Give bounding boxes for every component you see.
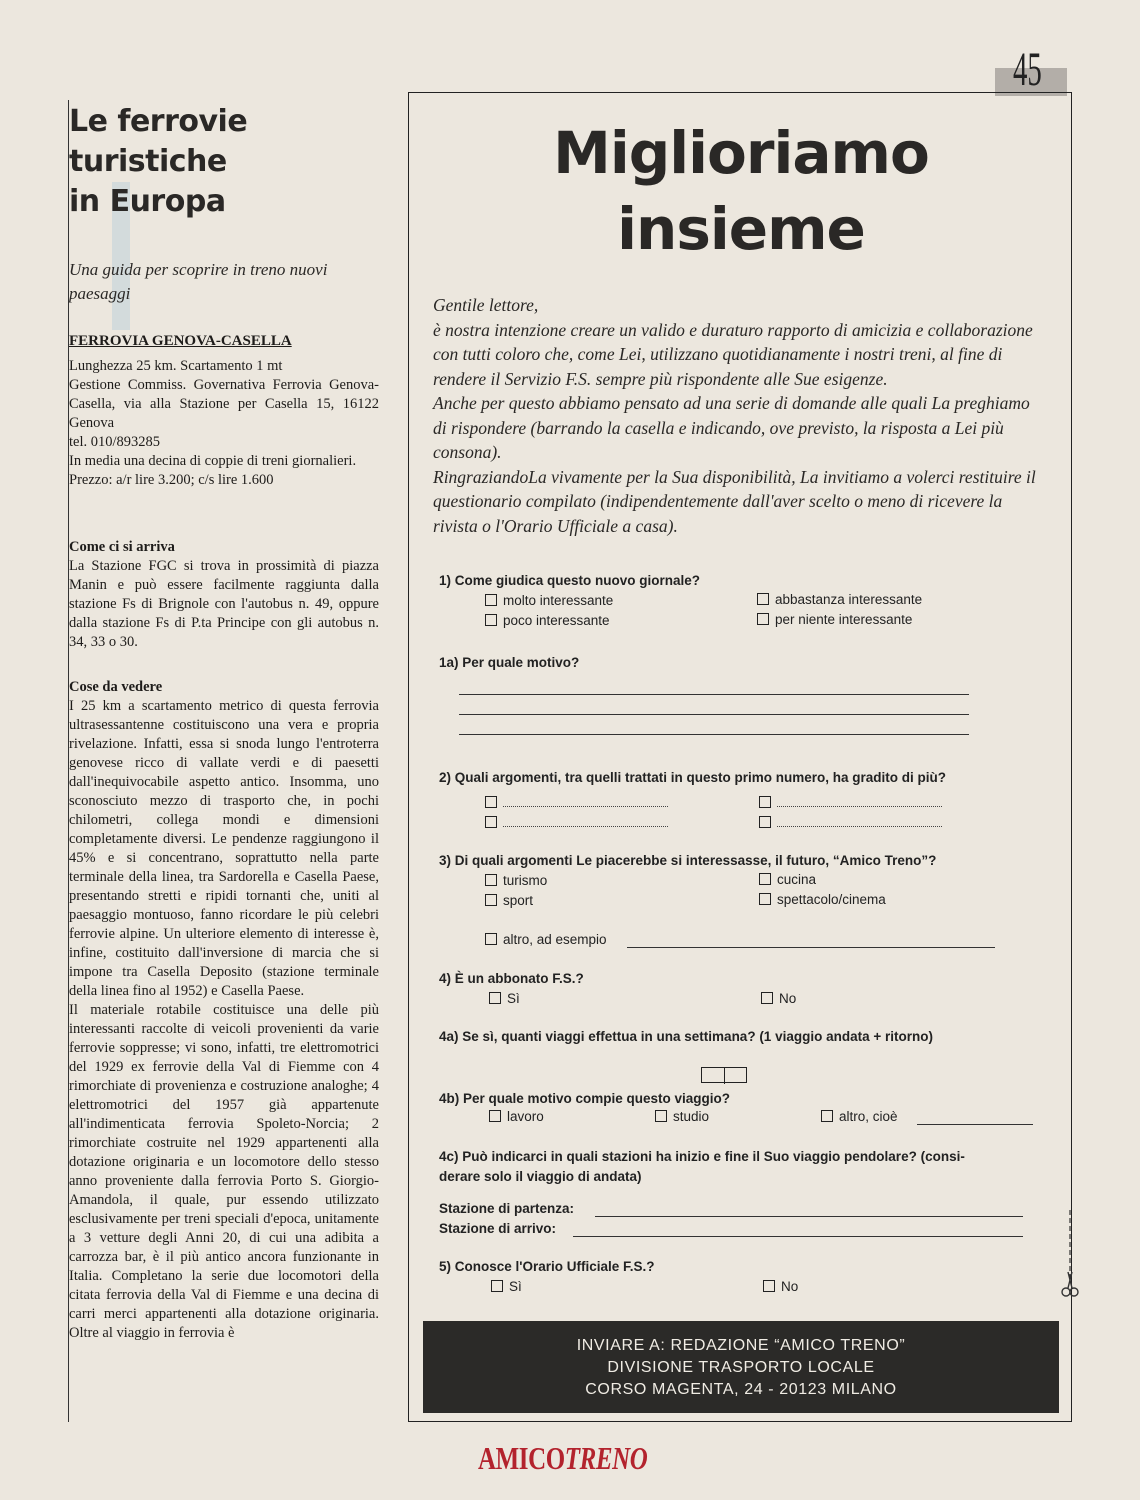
intro-letter — [433, 293, 1045, 538]
address-line: CORSO MAGENTA, 24 - 20123 MILANO — [585, 1381, 897, 1398]
checkbox[interactable] — [489, 1110, 501, 1122]
info-line: Prezzo: a/r lire 3.200; c/s lire 1.600 — [69, 472, 274, 488]
option-si[interactable]: Sì — [489, 991, 520, 1006]
article-subtitle: Una guida per scoprire in treno nuovi paesaggi — [69, 260, 328, 303]
option-altro-cioe[interactable]: altro, cioè — [821, 1109, 898, 1124]
see-text: Il materiale rotabile costituisce una delle più interessanti raccolte di veicoli provenienti da varie ferrovie soppresse; vi sono, infatti, tre elettromotrici del 1929 ex ferrovie della Val di Fiemme con 4 rimorchiate di provenienza e costruzione analoghe; 4 elettromotrici del 1957 già appartenute all'indimenticata ferrovia Spoleto-Norcia; 2 rimorchiate costruite nel 1929 appartenenti alla dotazione originaria e un locomotore dello stesso anno proveniente dalla ferrovia Porto S. Giorgio-Amandola, il quale, pur essendo utilizzato esclusivamente per treni speciali d'epoca, unitamente a 3 vetture degli Anni 20, di cui una adibita a carrozza bar, è il più antico ancora funzionante in Italia. Completano la serie due locomotori della citata ferrovia della Val di Fiemme e una decina di carri merci appartenenti alla dotazione originaria. Oltre al viaggio in ferrovia è — [69, 1002, 379, 1341]
answer-line[interactable] — [459, 734, 969, 735]
question-4a: 4a) Se sì, quanti viaggi effettua in una settimana? (1 viaggio andata + ritorno) — [439, 1029, 933, 1044]
question-1a: 1a) Per quale motivo? — [439, 655, 580, 670]
checkbox[interactable] — [485, 796, 497, 808]
option-poco-interessante[interactable]: poco interessante — [485, 613, 610, 628]
altro-input-line[interactable] — [627, 947, 995, 948]
scissors-icon — [1060, 1210, 1080, 1310]
dotted-answer[interactable] — [485, 795, 668, 810]
option-si[interactable]: Sì — [491, 1279, 522, 1294]
how-heading: Come ci si arriva — [69, 539, 175, 555]
article-column — [68, 100, 389, 1422]
section-title: FERROVIA GENOVA-CASELLA — [69, 333, 292, 349]
headline-line-1: Miglioriamo — [553, 119, 929, 187]
checkbox[interactable] — [485, 874, 497, 886]
checkbox[interactable] — [759, 873, 771, 885]
departure-input-line[interactable] — [595, 1216, 1023, 1217]
option-turismo[interactable]: turismo — [485, 873, 547, 888]
info-line: In media una decina di coppie di treni giornalieri. — [69, 453, 357, 469]
checkbox[interactable] — [759, 796, 771, 808]
checkbox[interactable] — [485, 594, 497, 606]
intro-paragraph: è nostra intenzione creare un valido e duraturo rapporto di amicizia e collaborazione con tutti coloro che, come Lei, utilizzano quotidianamente i nostri treni, al fine di rendere il Servizio F.S. sempre più rispondente alle Sue esigenze. — [433, 319, 1033, 389]
title-line-1: Le ferrovie — [69, 104, 248, 139]
checkbox[interactable] — [485, 894, 497, 906]
checkbox[interactable] — [761, 992, 773, 1004]
questionnaire-box — [408, 92, 1072, 1422]
railway-info — [69, 332, 379, 490]
send-to-address — [423, 1321, 1059, 1413]
checkbox[interactable] — [485, 614, 497, 626]
checkbox[interactable] — [757, 613, 769, 625]
checkbox[interactable] — [757, 593, 769, 605]
intro-paragraph: Anche per questo abbiamo pensato ad una serie di domande alle quali La preghiamo di rispondere (barrando la casella e indicando, ove previsto, la risposta a Lei più consona). — [433, 393, 1030, 462]
title-line-2: turistiche — [69, 144, 227, 179]
checkbox[interactable] — [763, 1280, 775, 1292]
trips-count-box[interactable] — [701, 1067, 747, 1083]
dotted-answer[interactable] — [759, 815, 942, 830]
how-text: La Stazione FGC si trova in prossimità di piazza Manin e può essere facilmente raggiunta dalla stazione Fs di Brignole con l'autobus n. 49, oppure dalla stazione Fs di P.ta Principe con gli autobus n. 34, 33 o 30. — [69, 558, 379, 650]
option-lavoro[interactable]: lavoro — [489, 1109, 544, 1124]
how-to-get-there — [69, 538, 379, 652]
checkbox[interactable] — [759, 816, 771, 828]
question-4c-line2: derare solo il viaggio di andata) — [439, 1169, 642, 1184]
altro-cioe-line[interactable] — [917, 1124, 1033, 1125]
page-number: 45 — [1013, 43, 1042, 96]
checkbox[interactable] — [759, 893, 771, 905]
dotted-answer[interactable] — [759, 795, 942, 810]
checkbox[interactable] — [491, 1280, 503, 1292]
option-studio[interactable]: studio — [655, 1109, 709, 1124]
answer-line[interactable] — [459, 714, 969, 715]
checkbox[interactable] — [821, 1110, 833, 1122]
address-line: INVIARE A: REDAZIONE “AMICO TRENO” — [576, 1337, 906, 1354]
title-line-3: in Europa — [69, 184, 226, 219]
question-3: 3) Di quali argomenti Le piacerebbe si interessasse, il futuro, “Amico Treno”? — [439, 853, 937, 868]
option-sport[interactable]: sport — [485, 893, 533, 908]
intro-paragraph: RingraziandoLa vivamente per la Sua disponibilità, La invitiamo a volerci restituire il questionario compilato (indipendentemente dall'aver scelto o meno di ricevere la rivista o l'Orario Ufficiale a casa). — [433, 466, 1036, 536]
info-line: Lunghezza 25 km. Scartamento 1 mt — [69, 358, 283, 374]
checkbox[interactable] — [485, 933, 497, 945]
answer-line[interactable] — [459, 694, 969, 695]
option-spettacolo-cinema[interactable]: spettacolo/cinema — [759, 892, 886, 907]
question-4: 4) È un abbonato F.S.? — [439, 971, 584, 986]
see-text: I 25 km a scartamento metrico di questa ferrovia ultrasessantenne costituiscono una vera e propria rivelazione. Infatti, essa si snoda lungo l'entroterra genovese ricco di vallate verdi e di paesetti dall'inequivocabile aspetto antico. Insomma, uno sconosciuto mezzo di trasporto che, in pochi chilometri, collega mondi e dimensioni completamente diversi. Le pendenze raggiungono il 45% e si concentrano, soprattutto nella parte terminale della linea, tra Sardorella e Casella Paese, presentando stretti e ripidi tornanti che, uniti al paesaggio montuoso, fanno ricordare le più celebri ferrovie alpine. Un ulteriore elemento di interesse è, infine, costituito dall'inversione di marcia che si impone tra Casella Deposito (stazione terminale della linea fino al 1952) e Casella Paese. — [69, 698, 379, 999]
option-altro[interactable]: altro, ad esempio — [485, 932, 607, 947]
see-heading: Cose da vedere — [69, 679, 163, 695]
checkbox[interactable] — [485, 816, 497, 828]
arrival-label: Stazione di arrivo: — [439, 1221, 557, 1236]
option-molto-interessante[interactable]: molto interessante — [485, 593, 613, 608]
arrival-input-line[interactable] — [573, 1236, 1023, 1237]
info-line: tel. 010/893285 — [69, 434, 161, 450]
question-4c-line1: 4c) Può indicarci in quali stazioni ha inizio e fine il Suo viaggio pendolare? (consi- — [439, 1149, 965, 1164]
things-to-see — [69, 678, 379, 1343]
questionnaire-headline — [409, 115, 1073, 267]
option-abbastanza-interessante[interactable]: abbastanza interessante — [757, 592, 922, 607]
option-per-niente-interessante[interactable]: per niente interessante — [757, 612, 912, 627]
question-4b: 4b) Per quale motivo compie questo viaggio? — [439, 1091, 731, 1106]
option-cucina[interactable]: cucina — [759, 872, 816, 887]
intro-greeting: Gentile lettore, — [433, 295, 539, 315]
option-no[interactable]: No — [761, 991, 796, 1006]
checkbox[interactable] — [655, 1110, 667, 1122]
info-line: Gestione Commiss. Governativa Ferrovia Genova-Casella, via alla Stazione per Casella 15, 16122 Genova — [69, 377, 379, 431]
question-2: 2) Quali argomenti, tra quelli trattati in questo primo numero, ha gradito di più? — [439, 770, 947, 785]
headline-line-2: insieme — [617, 195, 865, 263]
departure-label: Stazione di partenza: — [439, 1201, 575, 1216]
option-no[interactable]: No — [763, 1279, 798, 1294]
amicotreno-logo: AMICOTRENO — [478, 1440, 648, 1476]
dotted-answer[interactable] — [485, 815, 668, 830]
checkbox[interactable] — [489, 992, 501, 1004]
question-1: 1) Come giudica questo nuovo giornale? — [439, 573, 701, 588]
question-5: 5) Conosce l'Orario Ufficiale F.S.? — [439, 1259, 655, 1274]
address-line: DIVISIONE TRASPORTO LOCALE — [607, 1359, 875, 1376]
article-title — [69, 102, 389, 222]
